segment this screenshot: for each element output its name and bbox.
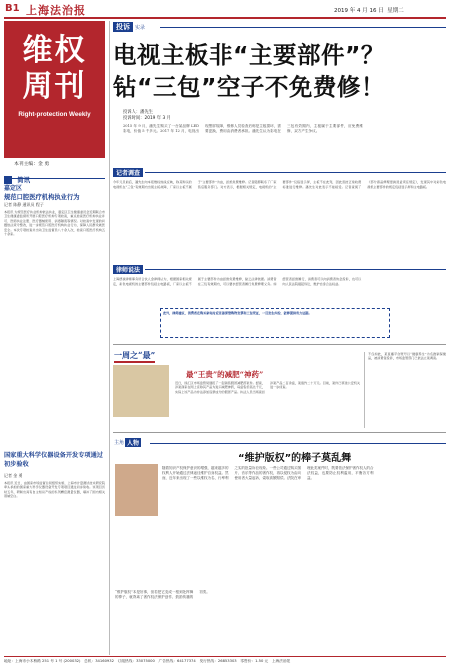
- page-number-badge: B1: [5, 3, 20, 14]
- character-title: “维护版权”的棒子莫乱舞: [238, 453, 352, 464]
- second-brief-title: 国家重大科学仪器设备开发专项通过初步验收: [4, 452, 103, 468]
- kicker-sub: 实录: [135, 24, 146, 31]
- second-brief-byline: 记者 金 勇: [4, 473, 23, 478]
- character-body: 随着知识产权保护意识的增强，越来越多的权利人开始通过法律途径维护自身权益。然而，近年来出现了一些以维权为名、行牟利之实的批量诉讼现象。一些公司通过购买图片、音乐等作品的著作权，再以侵权为由向使用者大量起诉，索取高额赔偿。法院在审理此类案件时，既要依法保护著作权人的合法权益，也要防止权利滥用，平衡各方利益。: [162, 466, 374, 480]
- lower-divider: [113, 432, 446, 433]
- kicker-badge: [113, 22, 145, 32]
- story-byline: 投诉人：潘先生 投诉时间：2019 年 3 月: [123, 110, 171, 121]
- week-label: 一周之“最”: [114, 350, 155, 363]
- character-body-2: “维护版权”本是好事，但若把它变成一根到处挥舞的棒子，就背离了著作权法保护创作、鼓励传播的初衷。: [115, 590, 210, 599]
- week-side: 不仅如此，某直播平台账号以“健康养生”为名推销保健品，被消费者投诉，市场监管部门已依法立案调查。: [368, 352, 446, 361]
- section-reporter-bar: [113, 168, 446, 177]
- kicker-rule: [160, 27, 446, 28]
- brief-title: 嘉定区: [4, 185, 23, 192]
- section-reporter-body: 今年元旦前后，潘先生向本报维权热线反映，称其购买的电视机在“三包”有效期内出现主板故障，厂家以主板不属于“主要部件”为由，拒绝免费维修。记者随即联系了厂家售后服务部门。对方表示，根据相关规定，电视机的“主要部件”仅指显示屏，主板不在此列，因此需按正常收费标准进行维修。潘先生对此表示不能接受。记者查阅了《部分商品修理更换退货责任规定》，发现其中对彩色电视机主要部件的规定包括显示屏和主电路板。: [113, 180, 446, 189]
- footer-text: 地址：上海市小木桥路 251 号 1 号 (200032) 总机：34160932 订阅热线：33075000 广告热线：64177374 发行热线：26853303 零售价：1.50 元 上海法治报: [4, 659, 291, 663]
- mid-divider: [113, 344, 446, 345]
- column-subtitle: Right-protection Weekly: [18, 111, 91, 118]
- issue-date: 2019 年 4 月 16 日 星期二: [334, 8, 404, 14]
- column-title: 维权 周刊: [22, 33, 87, 104]
- character-rule: [150, 443, 446, 444]
- week-body: 近日，徐汇区市场监管局通报了一起销售假冒减肥药案件。经查，涉案商家在网上宣称其产品为进口减肥神药，每盒售价高达千元，实际上该产品为非法添加违禁成分的假冒产品。执法人员当场查扣涉案产品二百余盒，案值约二十万元。目前，案件已移送公安机关进一步侦查。: [175, 381, 360, 394]
- brief-header: [4, 169, 105, 184]
- brief-byline: 记者 陈静 通讯员 程子: [4, 202, 44, 207]
- week-title: 最“王贵”的减肥“神药”: [186, 370, 264, 379]
- story-lead: 2015 年 9 月，潘先生购买了一台某品牌 LED 彩电，价值 5 千多元。2017 年 12 月，电视出现黑屏故障，维修人员检查后称是主板损坏，需要更换，费用由消费者承担。潘先生认为彩电在三包有效期内，主板属于主要部件，应免费维修，双方产生争议。: [123, 124, 363, 133]
- brief-headline: 规范口腔医疗机构执业行为: [4, 194, 80, 201]
- character-photo: [115, 464, 158, 516]
- section-reporter-label: 记者调查: [113, 168, 143, 177]
- paper-name: 上海法治报: [26, 4, 86, 17]
- section-lawyer-quote: 此外，律师建议，消费者在购买家电时应妥善保管购物发票和三包凭证，一旦发生纠纷，能够提供有力证据。: [160, 308, 390, 338]
- week-divider: [364, 352, 365, 428]
- main-headline-2: 钻“三包”空子不免费修！: [113, 73, 385, 101]
- main-headline-1: 电视主板非“主要部件”？: [113, 41, 385, 69]
- brief-body: 本报讯 为规范医疗执业机构依法执业，嘉定区卫生健康委员会近期联合市卫生健康委监督所开展口腔医疗机构专项检查，重点检查医疗机构执业许可、医师执业注册、医疗器械使用、消毒隔离等情况。对检查中发现的问题依法责令整改，进一步规范口腔医疗机构执业行为，保障人民群众就医安全。本次专项检查共出动卫生监督员八十余人次，检查口腔医疗机构五十余家。: [4, 210, 105, 237]
- section-lawyer-label: 律师说法: [113, 265, 143, 274]
- column-editor: 本刊主编：金 勇: [14, 162, 50, 167]
- brief-label: 简讯: [17, 176, 31, 184]
- column-banner: [4, 21, 105, 158]
- kicker-label: 投诉: [113, 22, 133, 32]
- masthead-rule: [4, 17, 446, 19]
- sidebar-divider: [109, 21, 110, 655]
- second-brief-body: 本报讯 近日，由国家市场监督总局组织实施、上海市计量测试技术研究院牵头承担的国家重大科学仪器设备开发专项项目通过初步验收。该项目历时五年，研制出具有自主知识产权的系列精密测量仪器，填补了国内相关领域空白。: [4, 481, 105, 499]
- character-label: 主角 人物: [114, 440, 140, 447]
- week-illustration: [113, 365, 169, 417]
- footer-rule: [4, 656, 446, 657]
- section-lawyer-body: 上海德禄律师事务所合伙人金律师认为，根据国家相关规定，彩色电视机的主要部件包括主电路板，厂家以主板不属于主要部件为由拒绝免费维修，缺乏法律依据。消费者在三包有效期内，可以要求经营者履行免费修理义务。如经营者拒绝履行，消费者可以向消费者协会投诉，也可以向人民法院提起诉讼，维护自身合法权益。: [113, 277, 362, 286]
- section-lawyer-bar: [113, 265, 446, 274]
